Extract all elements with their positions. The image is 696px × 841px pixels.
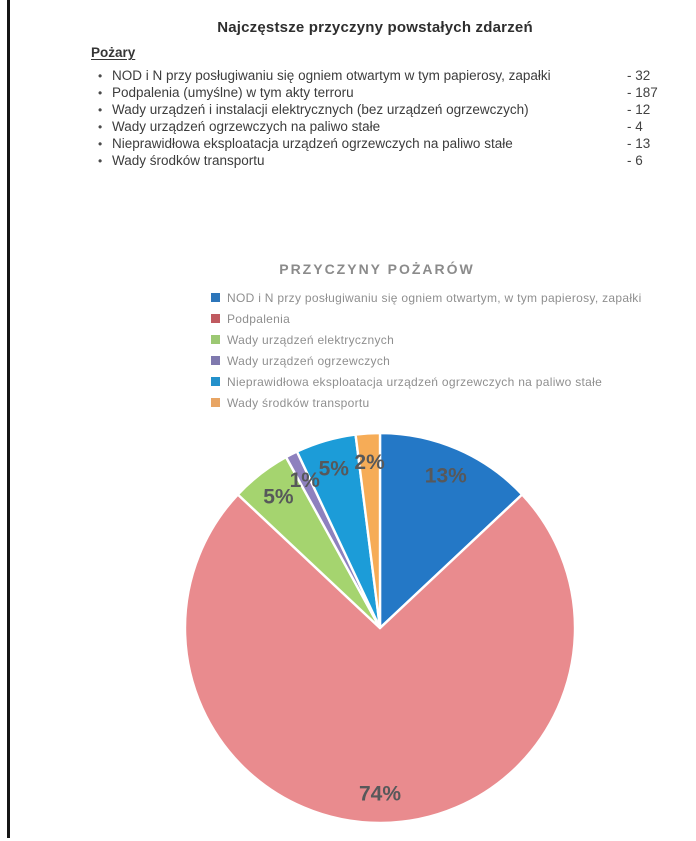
cause-value: - 12: [627, 102, 651, 117]
bullet-icon: •: [98, 154, 103, 168]
pie-percent-label: 13%: [424, 464, 467, 488]
cause-list-item: [91, 101, 683, 118]
legend-label: NOD i N przy posługiwaniu się ogniem otwartym, w tym papierosy, zapałki: [227, 290, 642, 305]
legend-item: [211, 350, 642, 371]
cause-label: Podpalenia (umyślne) w tym akty terroru: [112, 85, 354, 100]
cause-list-item: [91, 67, 683, 84]
page-left-edge-scan-line: [7, 0, 10, 838]
legend-item: [211, 371, 642, 392]
pie-percent-label: 2%: [354, 451, 385, 475]
cause-label: Wady urządzeń ogrzewczych na paliwo stałe: [112, 119, 381, 134]
cause-value: - 6: [627, 153, 643, 168]
legend-item: [211, 329, 642, 350]
legend-item: [211, 308, 642, 329]
cause-value: - 13: [627, 136, 651, 151]
cause-list-item: [91, 152, 683, 169]
legend-color-swatch-icon: [211, 335, 220, 344]
bullet-icon: •: [98, 137, 103, 151]
legend-color-swatch-icon: [211, 293, 220, 302]
cause-list-item: [91, 118, 683, 135]
legend-item: [211, 392, 642, 413]
pie-chart-title: PRZYCZYNY POŻARÓW: [279, 261, 475, 277]
bullet-icon: •: [98, 103, 103, 117]
bullet-icon: •: [98, 86, 103, 100]
cause-list-item: [91, 135, 683, 152]
pie-chart: [182, 430, 578, 826]
legend-label: Wady środków transportu: [227, 395, 370, 410]
pie-percent-label: 5%: [263, 485, 294, 509]
cause-label: NOD i N przy posługiwaniu się ogniem otwartym w tym papierosy, zapałki: [112, 68, 551, 83]
cause-label: Nieprawidłowa eksploatacja urządzeń ogrzewczych na paliwo stałe: [112, 136, 513, 151]
legend-label: Wady urządzeń elektrycznych: [227, 332, 395, 347]
section-heading-pozary: Pożary: [91, 45, 136, 60]
legend-label: Wady urządzeń ogrzewczych: [227, 353, 391, 368]
bullet-icon: •: [98, 69, 103, 83]
pie-percent-label: 1%: [289, 468, 320, 492]
document-title: Najczęstsze przyczyny powstałych zdarzeń: [217, 19, 533, 36]
pie-chart-legend: [211, 287, 642, 413]
cause-list-item: [91, 84, 683, 101]
bullet-icon: •: [98, 120, 103, 134]
cause-label: Wady środków transportu: [112, 153, 265, 168]
legend-color-swatch-icon: [211, 377, 220, 386]
pie-percent-label: 74%: [358, 782, 402, 806]
legend-color-swatch-icon: [211, 356, 220, 365]
legend-color-swatch-icon: [211, 398, 220, 407]
pie-percent-label: 5%: [318, 457, 349, 481]
legend-label: Nieprawidłowa eksploatacja urządzeń ogrzewczych na paliwo stałe: [227, 374, 603, 389]
legend-item: [211, 287, 642, 308]
cause-value: - 4: [627, 119, 643, 134]
cause-value: - 32: [627, 68, 651, 83]
fire-causes-list: [91, 67, 683, 169]
legend-color-swatch-icon: [211, 314, 220, 323]
cause-value: - 187: [627, 85, 658, 100]
cause-label: Wady urządzeń i instalacji elektrycznych (bez urządzeń ogrzewczych): [112, 102, 529, 117]
legend-label: Podpalenia: [227, 311, 291, 326]
